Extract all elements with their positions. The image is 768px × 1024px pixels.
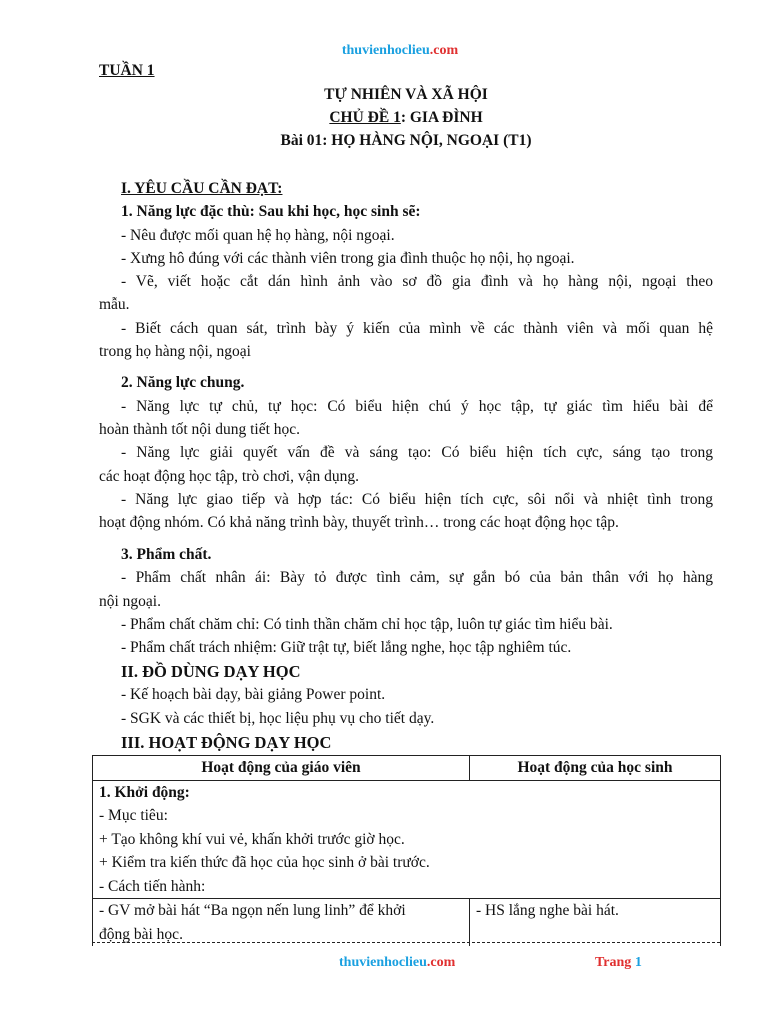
header-site-domain: .com [429, 43, 459, 58]
section-1-sub3-item: - Phẩm chất trách nhiệm: Giữ trật tự, biết lắng nghe, học tập nghiêm túc. [121, 639, 572, 656]
footer-site-domain: .com [426, 955, 456, 970]
page-number-label [595, 955, 642, 971]
table-header-row [93, 756, 721, 781]
section-1-sub2-heading: 2. Năng lực chung. [121, 374, 245, 391]
warmup-title: 1. Khởi động: [99, 783, 190, 801]
section-1-sub1-item: - Biết cách quan sát, trình bày ý kiến của mình về các thành viên và mối quan hệ [121, 320, 713, 337]
footer-site-name: thuvienhoclieu [339, 955, 427, 970]
section-1-sub2-item-cont: hoàn thành tốt nội dung tiết học. [99, 421, 301, 438]
section-1-sub1-item-cont: mẫu. [99, 296, 130, 313]
lesson-title: Bài 01: HỌ HÀNG NỘI, NGOẠI (T1) [280, 132, 532, 149]
page-label: Trang [595, 955, 635, 970]
section-1-heading: I. YÊU CẦU CẦN ĐẠT: [121, 180, 283, 197]
section-1-sub2-item-cont: các hoạt động học tập, trò chơi, vận dụng. [99, 468, 359, 485]
section-1-sub3-heading: 3. Phẩm chất. [121, 546, 212, 563]
header-site-name: thuvienhoclieu [341, 43, 430, 58]
section-1-sub1-heading: 1. Năng lực đặc thù: Sau khi học, học sinh sẽ: [121, 203, 421, 220]
section-1-sub2-item: - Năng lực tự chủ, tự học: Có biểu hiện chú ý học tập, tự giác tìm hiểu bài để [121, 398, 713, 415]
student-activity-cell [470, 899, 721, 947]
student-column-header: Hoạt động của học sinh [470, 756, 721, 781]
student-activity-line: - HS lắng nghe bài hát. [476, 902, 619, 919]
table-row [93, 780, 721, 899]
activity-table [92, 755, 721, 946]
teacher-column-header: Hoạt động của giáo viên [93, 756, 470, 781]
warmup-line: + Kiểm tra kiến thức đã học của học sinh ở bài trước. [99, 854, 430, 871]
page-break-divider [92, 942, 720, 943]
topic-suffix: : GIA ĐÌNH [400, 109, 483, 126]
teacher-activity-line: động bài học. [99, 925, 183, 943]
table-row [93, 899, 721, 947]
teacher-activity-line: - GV mở bài hát “Ba ngọn nến lung linh” để khởi [99, 902, 406, 919]
warmup-line: - Cách tiến hành: [99, 877, 206, 895]
section-1-sub2-item: - Năng lực giải quyết vấn đề và sáng tạo: Có biểu hiện tích cực, sáng tạo trong [121, 444, 713, 461]
section-1-sub1-item: - Xưng hô đúng với các thành viên trong gia đình thuộc họ nội, họ ngoại. [121, 250, 575, 267]
subject-title: TỰ NHIÊN VÀ XÃ HỘI [324, 86, 488, 103]
section-2-item: - Kế hoạch bài dạy, bài giảng Power point. [121, 686, 386, 703]
page-number: 1 [634, 955, 642, 970]
section-2-heading: II. ĐỒ DÙNG DẠY HỌC [121, 662, 301, 681]
week-label: TUẦN 1 [99, 62, 155, 79]
warmup-cell [93, 780, 721, 899]
section-1-sub2-item-cont: hoạt động nhóm. Có khả năng trình bày, thuyết trình… trong các hoạt động học tập. [99, 514, 619, 531]
section-1-sub3-item: - Phẩm chất nhân ái: Bày tỏ được tình cảm, sự gắn bó của bản thân với họ hàng [121, 569, 713, 586]
section-1-sub1-item: - Nêu được mối quan hệ họ hàng, nội ngoại. [121, 227, 395, 244]
header-site-logo [0, 43, 768, 59]
section-1-sub1-item-cont: trong họ hàng nội, ngoại [99, 343, 251, 360]
footer-site-logo [339, 955, 455, 971]
topic-title [99, 108, 713, 128]
warmup-line: - Mục tiêu: [99, 807, 168, 824]
teacher-activity-cell [93, 899, 470, 947]
section-2-item: - SGK và các thiết bị, học liệu phụ vụ cho tiết dạy. [121, 710, 435, 727]
section-1-sub3-item-cont: nội ngoại. [99, 593, 161, 610]
topic-prefix: CHỦ ĐỀ 1 [329, 109, 401, 126]
section-1-sub3-item: - Phẩm chất chăm chỉ: Có tinh thần chăm chỉ học tập, luôn tự giác tìm hiểu bài. [121, 616, 613, 633]
section-1-sub2-item: - Năng lực giao tiếp và hợp tác: Có biểu hiện tích cực, sôi nổi và nhiệt tình trong [121, 491, 713, 508]
section-3-heading: III. HOẠT ĐỘNG DẠY HỌC [121, 733, 332, 752]
warmup-line: + Tạo không khí vui vẻ, khấn khởi trước giờ học. [99, 830, 405, 848]
section-1-sub1-item: - Vẽ, viết hoặc cắt dán hình ảnh vào sơ đồ gia đình và họ hàng nội, ngoại theo [121, 273, 713, 290]
